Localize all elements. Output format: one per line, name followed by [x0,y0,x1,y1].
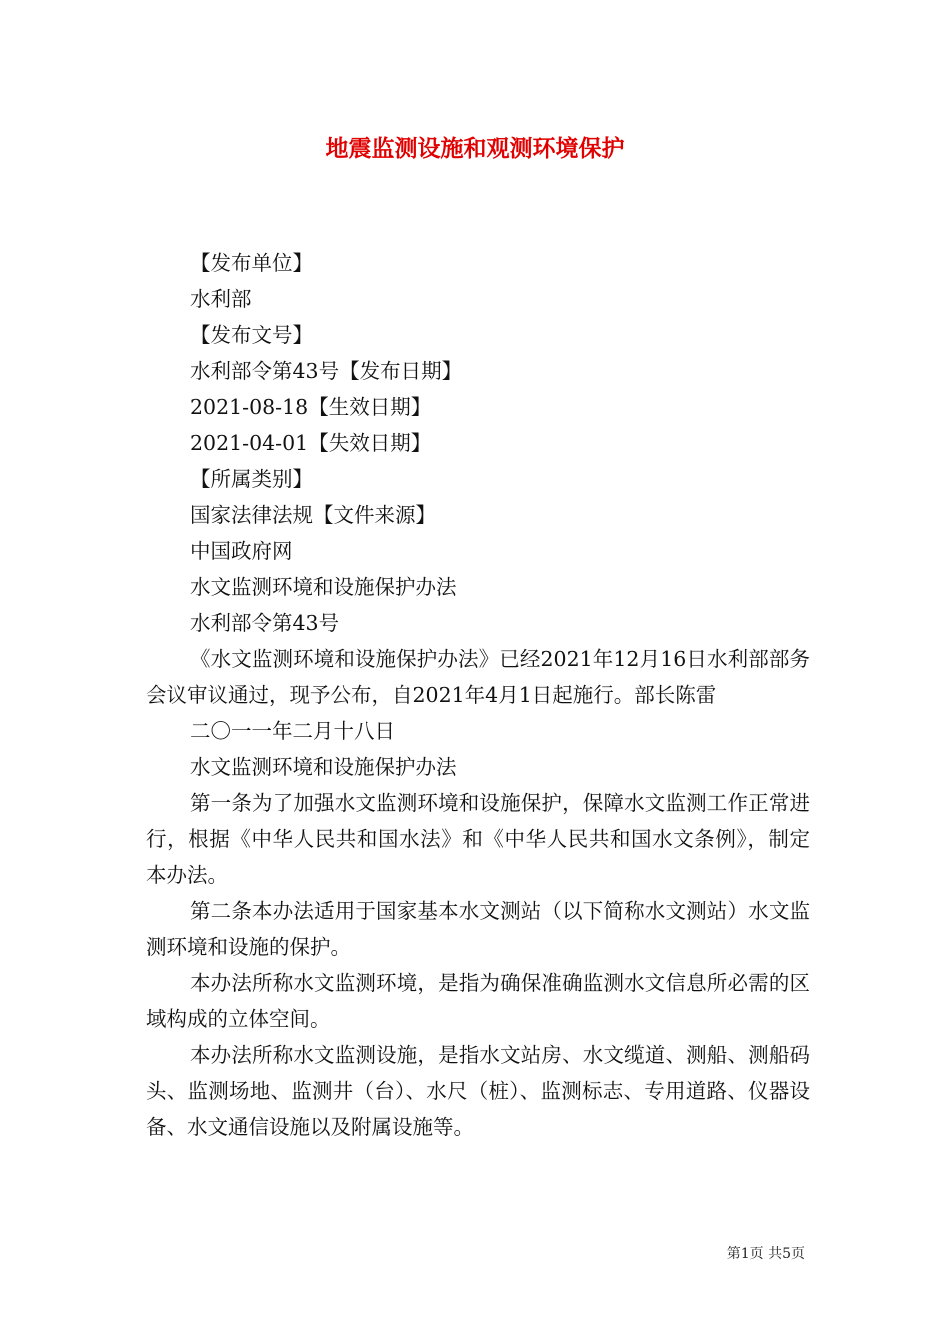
promulgation-date: 二〇一一年二月十八日 [190,719,395,743]
page-number: 第1页 共5页 [726,1246,805,1262]
law-heading: 水文监测环境和设施保护办法 [190,755,457,779]
document-body [146,245,810,1145]
article-2: 第二条本办法适用于国家基本水文测站（以下简称水文测站）水文监测环境和设施的保护。 [146,899,810,959]
article-1: 第一条为了加强水文监测环境和设施保护，保障水文监测工作正常进行，根据《中华人民共和国水法》和《中华人民共和国水文条例》，制定本办法。 [146,791,810,887]
field-value-publish-date: 2021-08-18【生效日期】 [190,395,432,419]
document-title: 地震监测设施和观测环境保护 [325,135,625,162]
field-value-category: 国家法律法规【文件来源】 [190,503,436,527]
field-label-doc-number: 【发布文号】 [190,323,313,347]
field-value-source: 中国政府网 [190,539,293,563]
field-value-effective-date: 2021-04-01【失效日期】 [190,431,432,455]
definition-environment: 本办法所称水文监测环境，是指为确保准确监测水文信息所必需的区域构成的立体空间。 [146,971,810,1031]
field-value-doc-number: 水利部令第43号【发布日期】 [190,359,463,383]
field-value-publisher: 水利部 [190,287,252,311]
law-name: 水文监测环境和设施保护办法 [190,575,457,599]
field-label-publisher: 【发布单位】 [190,251,313,275]
field-label-category: 【所属类别】 [190,467,313,491]
definition-facilities: 本办法所称水文监测设施，是指水文站房、水文缆道、测船、测船码头、监测场地、监测井（台）、水尺（桩）、监测标志、专用道路、仪器设备、水文通信设施以及附属设施等。 [146,1043,810,1139]
promulgation-paragraph: 《水文监测环境和设施保护办法》已经2021年12月16日水利部部务会议审议通过，现予公布，自2021年4月1日起施行。部长陈雷 [146,647,810,707]
order-number: 水利部令第43号 [190,611,340,635]
